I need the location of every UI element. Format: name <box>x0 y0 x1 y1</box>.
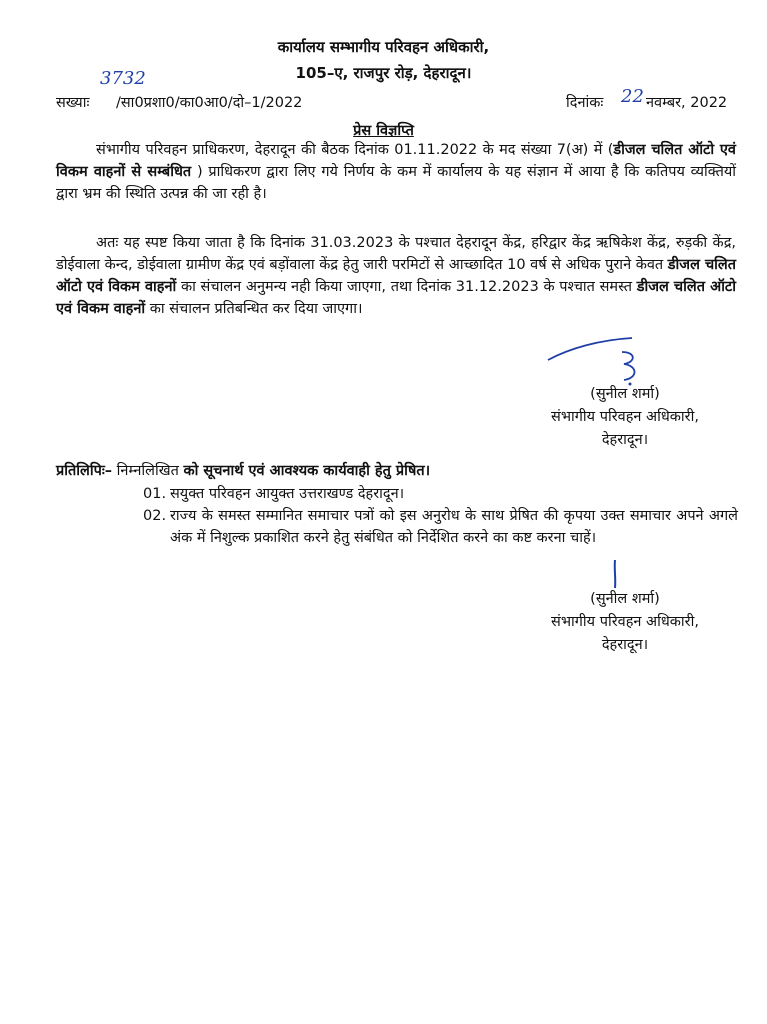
copy-item-number: 01. <box>143 486 167 502</box>
ref-label: सख्याः <box>56 95 90 111</box>
signatory-name: (सुनील शर्मा) <box>590 591 660 607</box>
date-label: दिनांकः <box>566 95 604 111</box>
signature-mark <box>605 556 625 592</box>
signatory-designation: संभागीय परिवहन अधिकारी, <box>551 409 699 425</box>
handwritten-ref-number: 3732 <box>100 68 146 89</box>
copy-label: प्रतिलिपिः– <box>56 463 113 479</box>
signatory-place: देहरादून। <box>601 637 649 653</box>
copy-item-text: राज्य के समस्त सम्मानित समाचार पत्रों को इस अनुरोध के साथ प्रेषित की कृपया उक्त समाचार अपने अगले अंक में निशुल्क प्रकाशित करने हेतु संबंधित को निर्देशित करने का कष्ट करना चाहें। <box>170 508 738 546</box>
paragraph-1 <box>56 139 736 205</box>
date-rest: नवम्बर, 2022 <box>646 95 728 111</box>
signature-block-1 <box>510 383 740 452</box>
para2-bold-2: डीजल चलित ऑटो एवं विकम वाहनों <box>56 279 736 317</box>
copy-intro: निम्नलिखित <box>116 463 184 479</box>
para2-text-mid: का संचालन अनुमन्य नही किया जाएगा, तथा दिनांक 31.12.2023 के पश्चात समस्त <box>176 279 637 295</box>
handwritten-date: 22 <box>621 86 644 107</box>
copy-to-line <box>56 460 430 480</box>
para2-text: अतः यह स्पष्ट किया जाता है कि दिनांक 31.03.2023 के पश्चात देहरादून केंद्र, हरिद्वार केंद्र ऋषिकेश केंद्र, रुड़की केंद्र, डोईवाला केन्द, डोईवाला ग्रामीण केंद्र एवं बड़ोंवाला केंद्र हेतु जारी परमिटों से आच्छादित 10 वर्ष से अधिक पुराने केवत <box>56 235 736 273</box>
copy-item-text: सयुक्त परिवहन आयुक्त उत्तराखण्ड देहरादून। <box>170 486 405 502</box>
signatory-place: देहरादून। <box>601 432 649 448</box>
signature-block-2 <box>510 588 740 657</box>
paragraph-2 <box>56 232 736 320</box>
signatory-name: (सुनील शर्मा) <box>590 386 660 402</box>
copy-intro-bold: को सूचनार्थ एवं आवश्यक कार्यवाही हेतु प्रेषित। <box>183 463 431 479</box>
para2-text-end: का संचालन प्रतिबन्धित कर दिया जाएगा। <box>145 301 363 317</box>
press-release-title: प्रेस विज्ञप्ति <box>353 123 414 139</box>
signatory-designation: संभागीय परिवहन अधिकारी, <box>551 614 699 630</box>
copy-item-number: 02. <box>143 508 167 524</box>
ref-code: /सा0प्रशा0/का0आ0/दो–1/2022 <box>116 95 303 111</box>
office-heading: कार्यालय सम्भागीय परिवहन अधिकारी, <box>277 38 490 56</box>
para1-text: संभागीय परिवहन प्राधिकरण, देहरादून की बैठक दिनांक 01.11.2022 के मद संख्या 7(अ) में ( <box>96 142 614 158</box>
para1-text-end: ) प्राधिकरण द्वारा लिए गये निर्णय के कम में कार्यालय के यह संज्ञान में आया है कि कतिपय व्यक्तियों द्वारा भ्रम की स्थिति उत्पन्न की जा रही है। <box>56 164 737 202</box>
para2-bold-1: डीजल चलित ऑटो एवं विकम वाहनों <box>56 257 737 295</box>
signature-scribble <box>540 330 660 390</box>
office-address: 105–ए, राजपुर रोड़, देहरादून। <box>295 64 472 82</box>
para1-bold: डीजल चलित ऑटो एवं विकम वाहनों से सम्बंधित <box>56 142 736 180</box>
